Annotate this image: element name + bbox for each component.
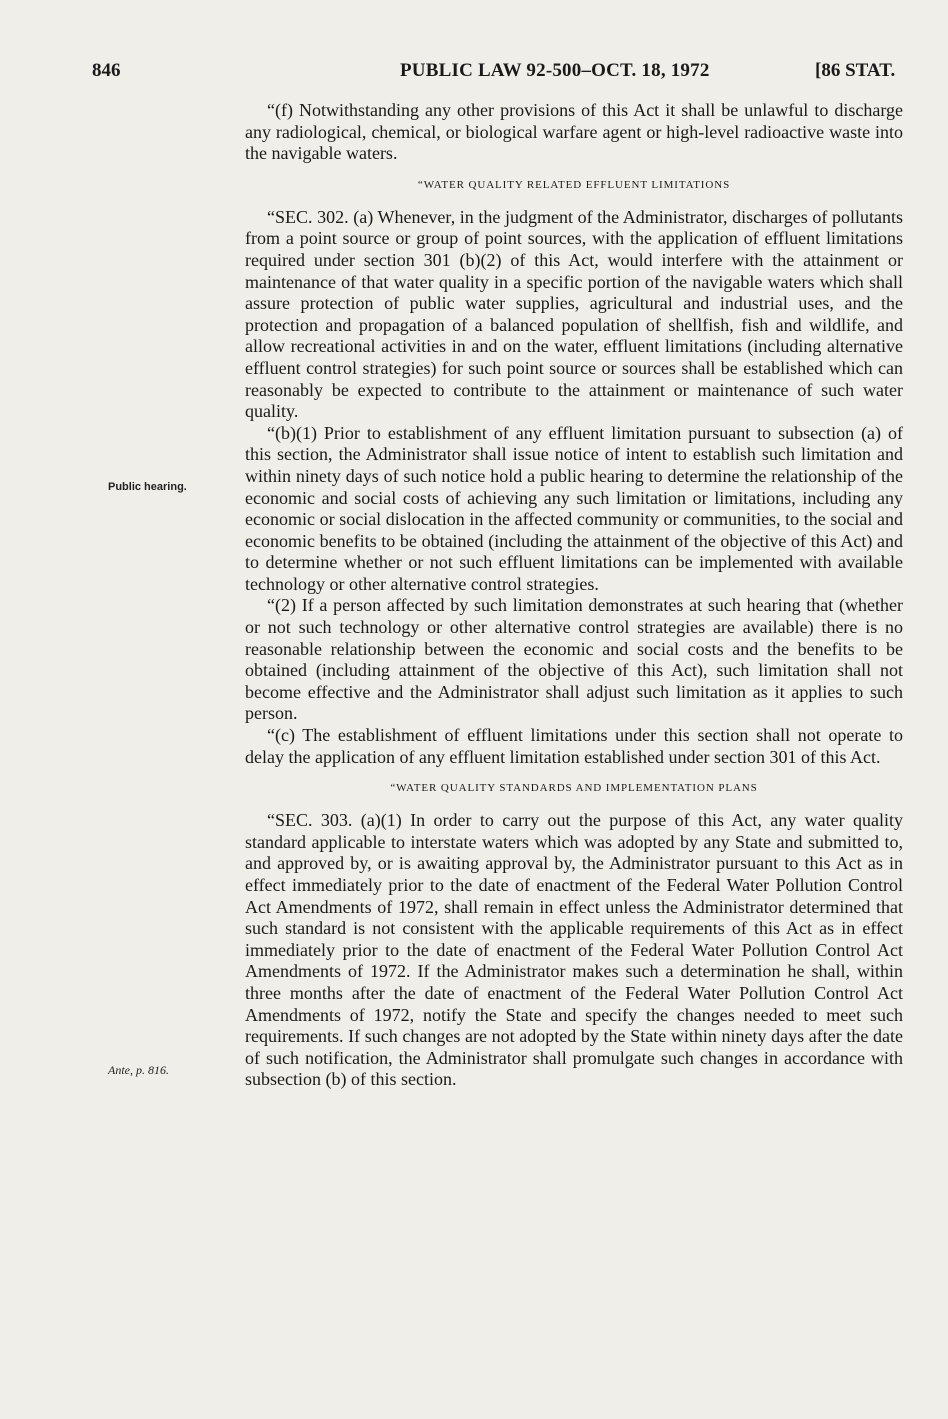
paragraph-302b2: “(2) If a person affected by such limitation demonstrates at such hearing that (whether or not such technology or other alternative control strategies are available) there is no reasonable relationship between the economic and social costs and the benefits to be obtained (including attainment of the objective of this Act), such limitation shall not become effective and the Administrator shall adjust such limitation as it applies to such person. [245,595,903,724]
paragraph-302c: “(c) The establishment of effluent limitations under this section shall not operate to delay the application of any effluent limitation established under section 301 of this Act. [245,725,903,767]
document-body [245,100,903,1091]
paragraph-303a1: “SEC. 303. (a)(1) In order to carry out the purpose of this Act, any water quality standard applicable to interstate waters which was adopted by any State and submitted to, and approved by, or is awaiting approval by, the Administrator pursuant to this Act as in effect immediately prior to the date of enactment of the Federal Water Pollution Control Act Amendments of 1972, shall remain in effect unless the Administrator determined that such standard is not consistent with the applicable requirements of this Act as in effect immediately prior to the date of enactment of the Federal Water Pollution Control Act Amendments of 1972. If the Administrator makes such a determination he shall, within three months after the date of enactment of the Federal Water Pollution Control Act Amendments of 1972, notify the State and specify the changes needed to meet such requirements. If such changes are not adopted by the State within ninety days after the date of such notification, the Administrator shall promulgate such changes in accordance with subsection (b) of this section. [245,810,903,1090]
section-heading-302: “WATER QUALITY RELATED EFFLUENT LIMITATIONS [417,178,731,191]
paragraph-301f: “(f) Notwithstanding any other provisions of this Act it shall be unlawful to discharge any radiological, chemical, or biological warfare agent or high-level radioactive waste into the navigable waters. [245,100,903,164]
margin-note-ante: Ante, p. 816. [108,1063,169,1077]
section-heading-303: “WATER QUALITY STANDARDS AND IMPLEMENTATION PLANS [390,782,758,795]
page-number: 846 [92,60,121,81]
margin-note-public-hearing: Public hearing. [108,481,187,493]
statute-reference: [86 STAT. [815,60,896,81]
page-header [0,60,948,90]
paragraph-302a: “SEC. 302. (a) Whenever, in the judgment of the Administrator, discharges of pollutants from a point source or group of point sources, with the application of effluent limitations required under section 301 (b)(2) of this Act, would interfere with the attainment or maintenance of that water quality in a specific portion of the navigable waters which shall assure protection of public water supplies, agricultural and industrial uses, and the protection and propagation of a balanced population of shellfish, fish and wildlife, and allow recreational activities in and on the water, effluent limitations (including alternative effluent control strategies) for such point source or sources shall be established which can reasonably be expected to contribute to the attainment or maintenance of such water quality. [245,206,903,422]
running-title: PUBLIC LAW 92-500–OCT. 18, 1972 [400,60,710,81]
paragraph-302b1: “(b)(1) Prior to establishment of any effluent limitation pursuant to subsection (a) of this section, the Administrator shall issue notice of intent to establish such limitation and within ninety days of such notice hold a public hearing to determine the relationship of the economic and social costs of achieving any such limitation or limitations, including any economic or social dislocation in the affected community or communities, to the social and economic benefits to be obtained (including the attainment of the objective of this Act) and to determine whether or not such effluent limitations can be implemented with available technology or other alternative control strategies. [245,422,903,594]
